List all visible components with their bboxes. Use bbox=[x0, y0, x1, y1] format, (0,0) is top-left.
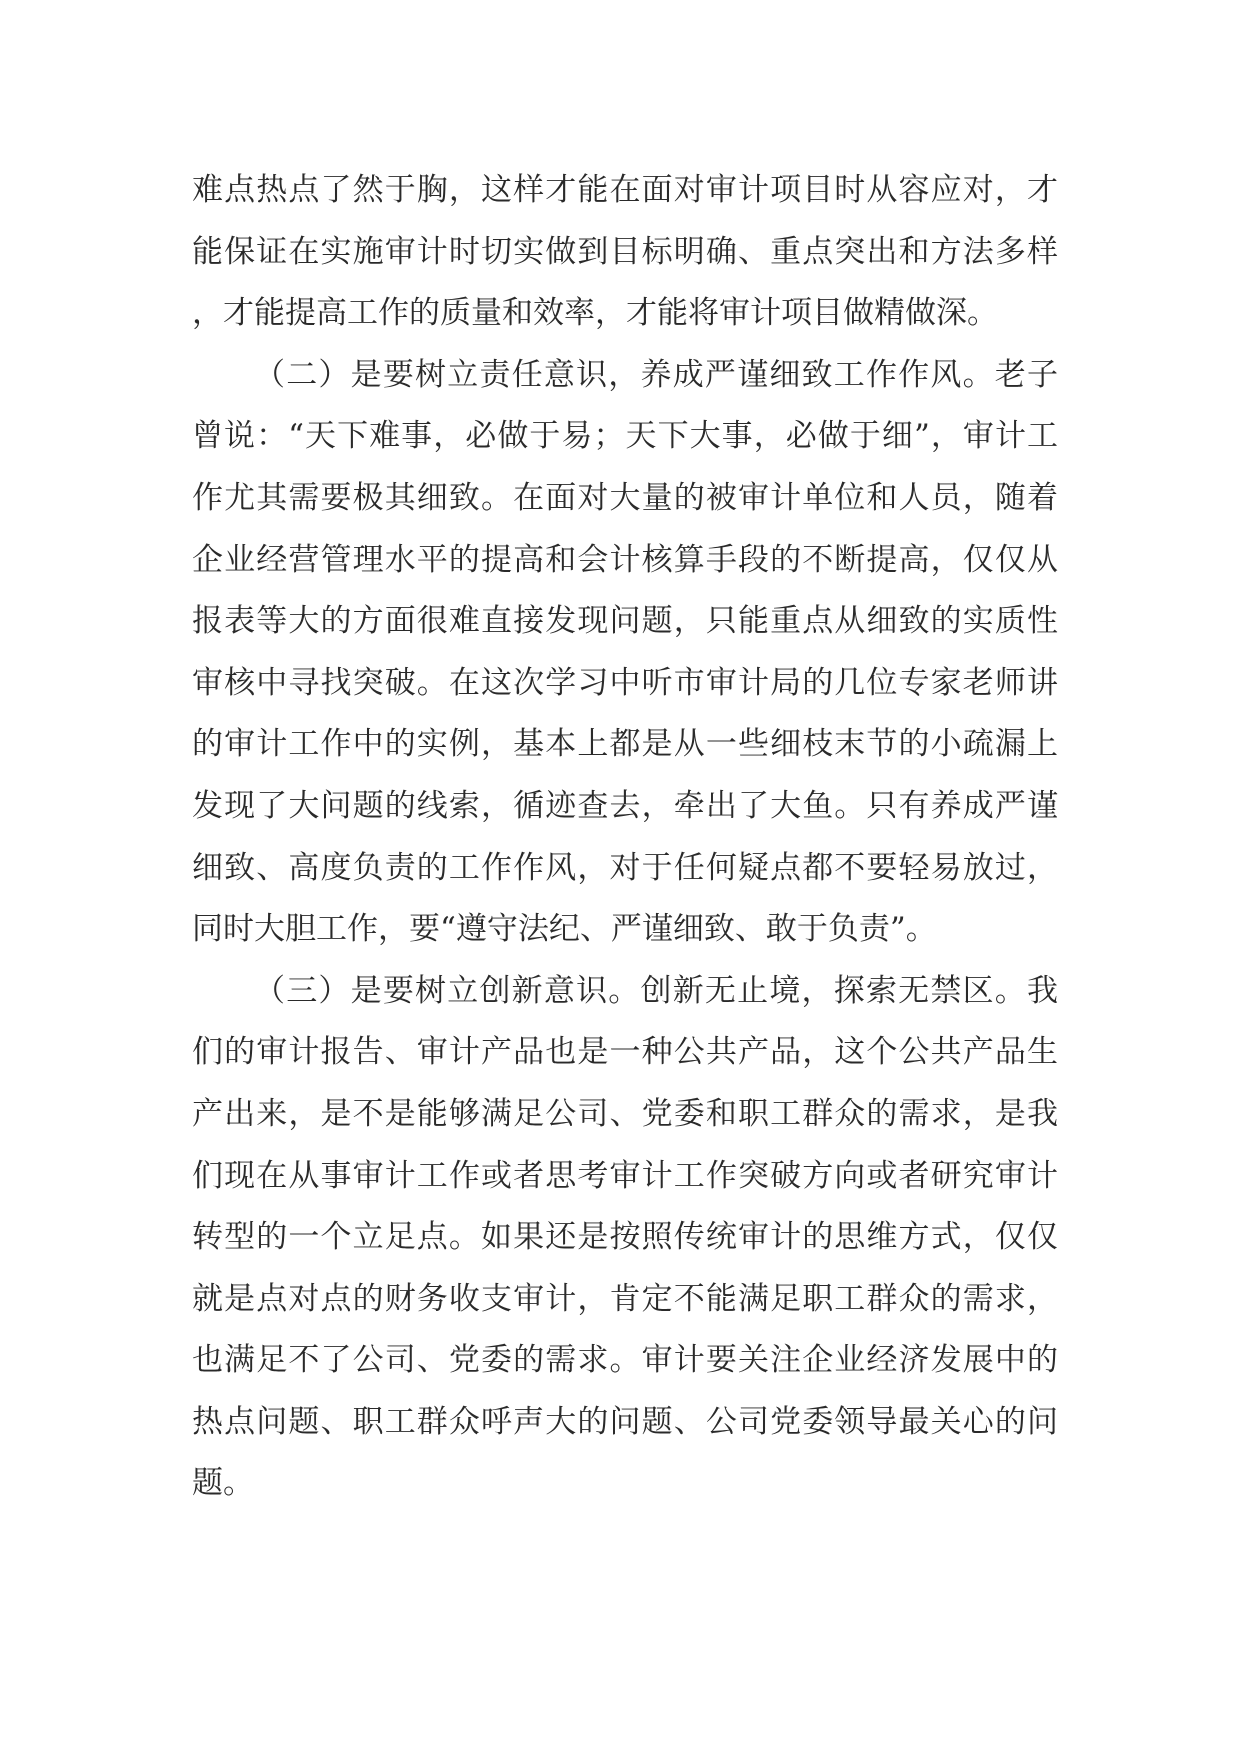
paragraph-innovation: （三）是要树立创新意识。创新无止境，探索无禁区。我们的审计报告、审计产品也是一种公共产品，这个公共产品生产出来，是不是能够满足公司、党委和职工群众的需求，是我们现在从事审计工作或者思考审计工作突破方向或者研究审计转型的一个立足点。如果还是按照传统审计的思维方式，仅仅就是点对点的财务收支审计，肯定不能满足职工群众的需求，也满足不了公司、党委的需求。审计要关注企业经济发展中的热点问题、职工群众呼声大的问题、公司党委领导最关心的问题。 bbox=[192, 972, 1058, 1502]
paragraph-responsibility: （二）是要树立责任意识，养成严谨细致工作作风。老子曾说：“天下难事，必做于易；天下大事，必做于细”，审计工作尤其需要极其细致。在面对大量的被审计单位和人员，随着企业经营管理水平的提高和会计核算手段的不断提高，仅仅从报表等大的方面很难直接发现问题，只能重点从细致的实质性审核中寻找突破。在这次学习中听市审计局的几位专家老师讲的审计工作中的实例，基本上都是从一些细枝末节的小疏漏上发现了大问题的线索，循迹查去，牵出了大鱼。只有养成严谨细致、高度负责的工作作风，对于任何疑点都不要轻易放过，同时大胆工作，要“遵守法纪、严谨细致、敢于负责”。 bbox=[192, 356, 1058, 948]
document-body bbox=[192, 160, 1058, 1515]
paragraph-continuation: 难点热点了然于胸，这样才能在面对审计项目时从容应对，才能保证在实施审计时切实做到目标明确、重点突出和方法多样，才能提高工作的质量和效率，才能将审计项目做精做深。 bbox=[192, 172, 1058, 332]
